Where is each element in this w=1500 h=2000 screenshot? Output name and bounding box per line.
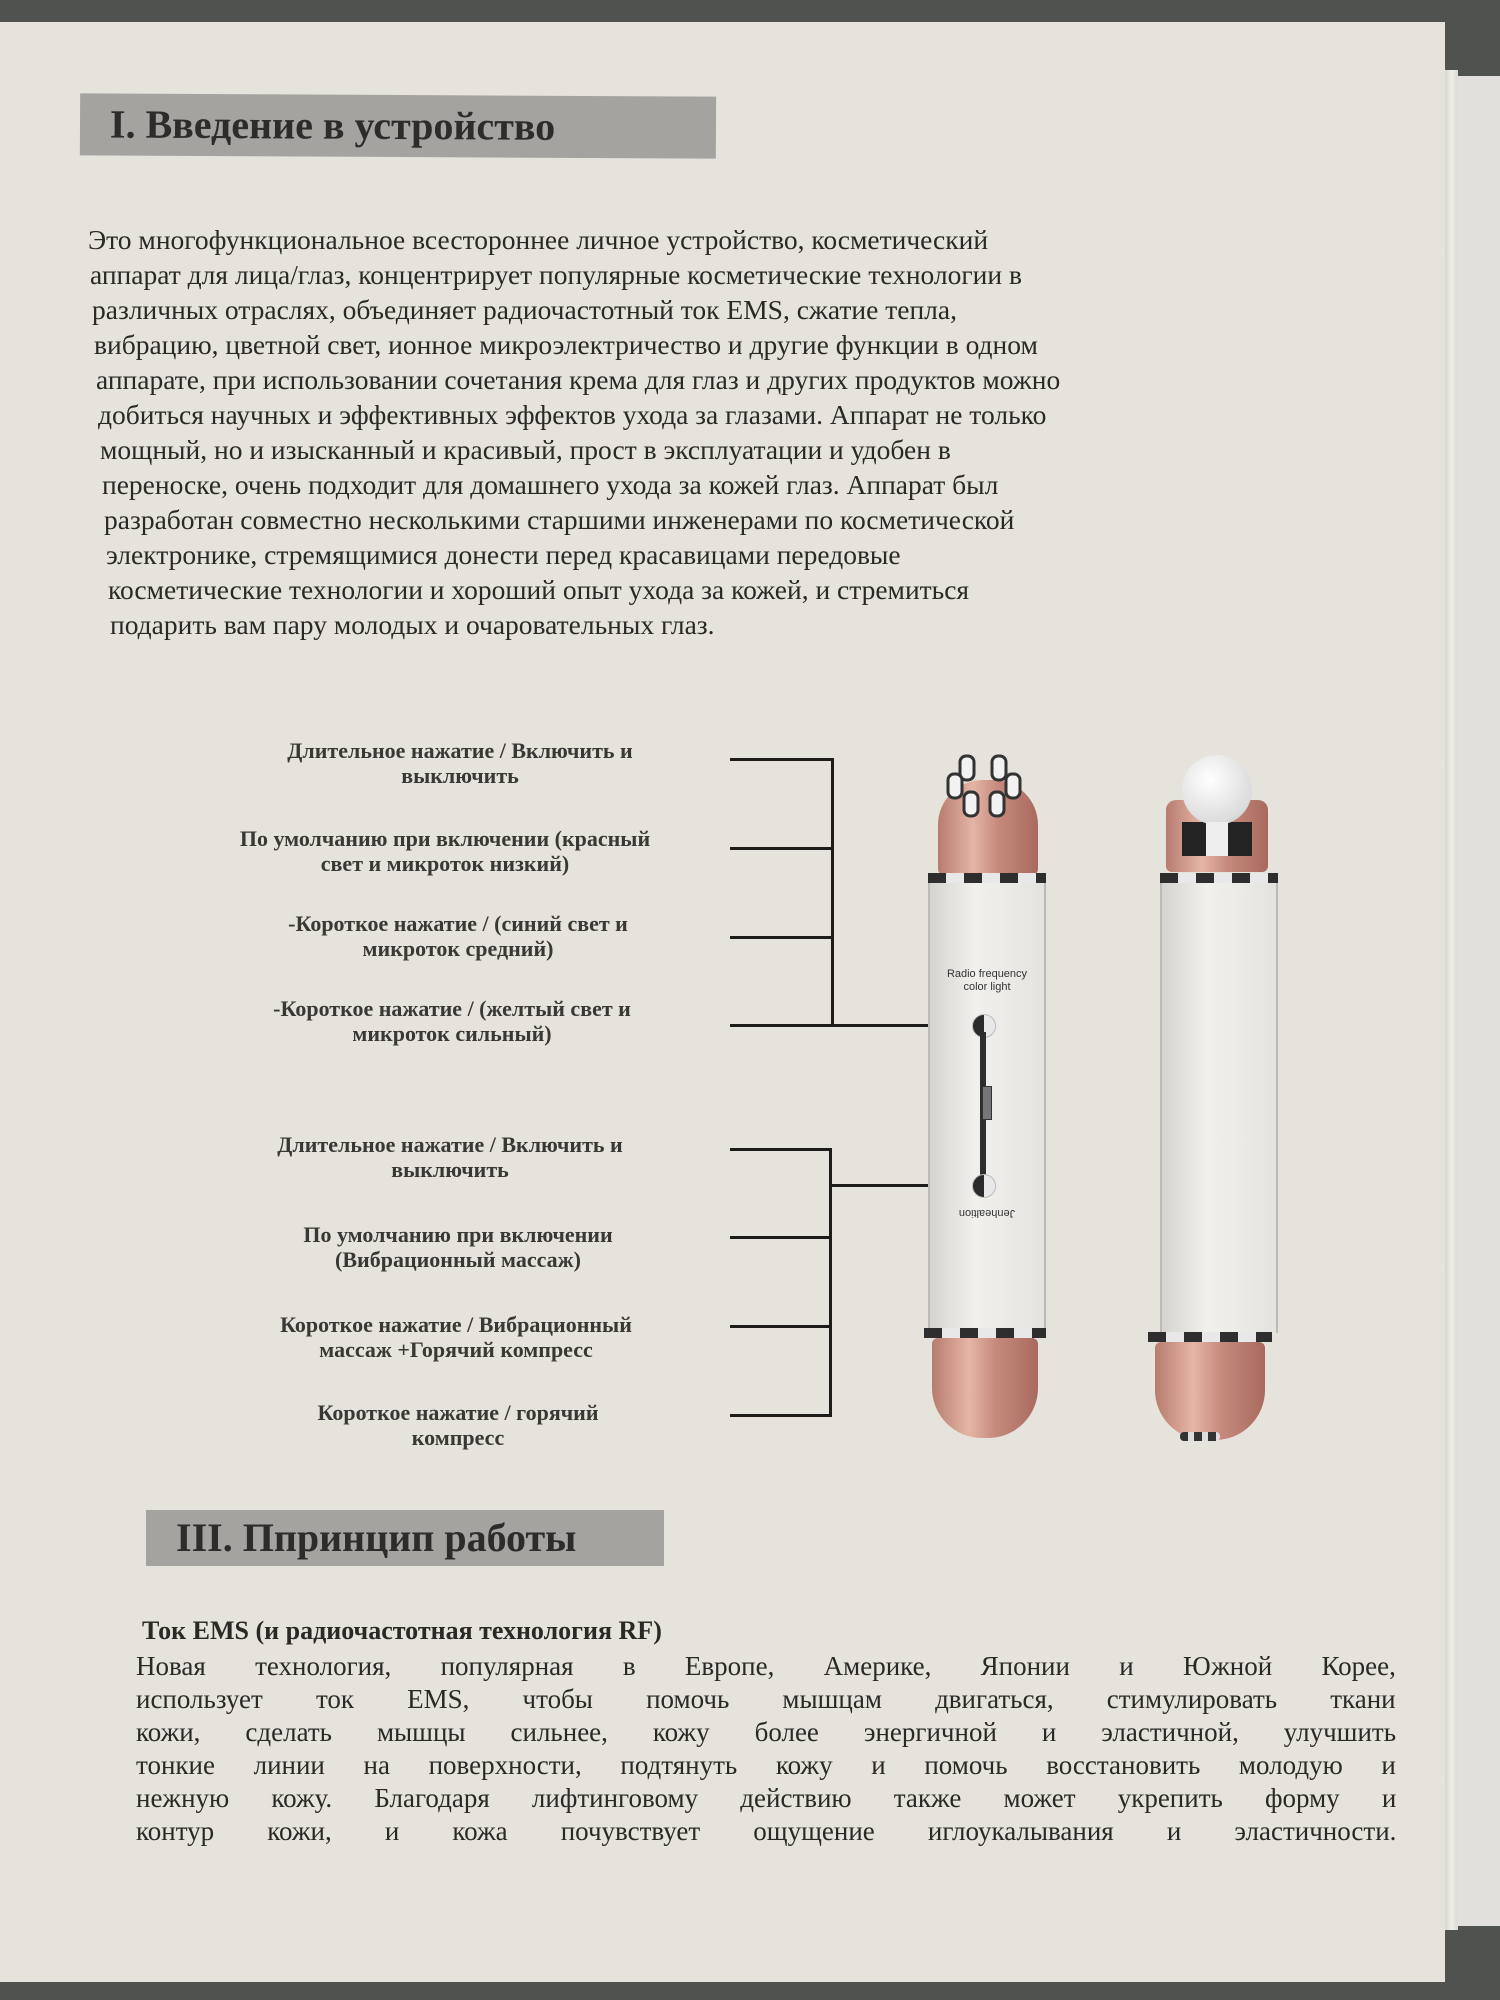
leader-line <box>730 847 834 850</box>
probe-pins-icon <box>942 752 1034 832</box>
brand-label: Jenhealtion <box>958 1207 1016 1219</box>
page-fold <box>1445 70 1458 1930</box>
label-line: -Короткое нажатие / (синий свет и <box>288 911 628 936</box>
label-line: свет и микроток низкий) <box>320 851 570 876</box>
principle-line: тонкие линии на поверхности, подтянуть кожу и помочь восстановить молодую и <box>136 1750 1396 1780</box>
device-label-line: color light <box>963 981 1011 993</box>
charging-port <box>982 1086 992 1120</box>
section-3-title: III. Ппринцип работы <box>146 1510 664 1566</box>
label-bottom-vibration-heat <box>216 1312 696 1362</box>
intro-line: косметические технологии и хороший опыт ухода за кожей, и стремиться <box>108 574 970 605</box>
device-label-line: Radio frequency <box>946 968 1028 980</box>
principle-paragraph <box>136 1650 1396 1848</box>
label-top-yellow <box>212 996 692 1046</box>
label-line: Короткое нажатие / Вибрационный <box>280 1312 632 1337</box>
label-line: выключить <box>401 763 519 788</box>
intro-line: разработан совместно несколькими старшими инженерами по косметической <box>104 504 1015 535</box>
bottom-probes <box>1180 1432 1220 1441</box>
principle-line: Новая технология, популярная в Европе, Америке, Японии и Южной Корее, <box>136 1651 1396 1681</box>
subsection-heading: Ток EMS (и радиочастотная технология RF) <box>142 1616 662 1645</box>
rose-gold-base <box>932 1338 1038 1438</box>
label-line: Длительное нажатие / Включить и <box>287 738 633 763</box>
label-bottom-heat <box>218 1400 698 1450</box>
principle-line: нежную кожу. Благодаря лифтинговому действию также может укрепить форму и <box>136 1783 1397 1813</box>
massage-button[interactable] <box>972 1174 996 1198</box>
intro-line: электронике, стремящимися донести перед красавицами передовые <box>106 539 901 570</box>
label-line: Длительное нажатие / Включить и <box>277 1132 623 1157</box>
intro-paragraph <box>88 222 1408 642</box>
label-top-power <box>220 738 700 788</box>
intro-line: Это многофункциональное всестороннее личное устройство, косметический <box>88 224 989 255</box>
label-line: По умолчанию при включении (красный <box>239 826 651 851</box>
label-line: выключить <box>391 1157 509 1182</box>
intro-line: мощный, но и изысканный и красивый, прост в эксплуатации и удобен в <box>100 434 951 465</box>
label-line: массаж +Горячий компресс <box>319 1337 593 1362</box>
trim-band <box>924 1328 1046 1338</box>
leader-line <box>730 1236 832 1239</box>
intro-line: аппарате, при использовании сочетания крема для глаз и других продуктов можно <box>96 364 1061 395</box>
label-line: -Короткое нажатие / (желтый свет и <box>273 996 631 1021</box>
leader-line <box>730 1325 832 1328</box>
leader-line <box>730 1414 832 1417</box>
leader-line <box>730 1148 832 1151</box>
label-top-blue <box>218 911 698 961</box>
ball-stem <box>1206 822 1228 856</box>
intro-line: вибрацию, цветной свет, ионное микроэлектричество и другие функции в одном <box>94 329 1038 360</box>
label-line: компресс <box>411 1425 505 1450</box>
label-line: микроток сильный) <box>352 1021 552 1046</box>
intro-line: переноске, очень подходит для домашнего ухода за кожей глаз. Аппарат был <box>102 469 999 500</box>
label-line: Короткое нажатие / горячий <box>317 1400 599 1425</box>
next-page-flap <box>1458 76 1500 1926</box>
intro-line: добиться научных и эффективных эффектов ухода за глазами. Аппарат не только <box>98 399 1047 430</box>
label-bottom-default <box>218 1222 698 1272</box>
intro-line: подарить вам пару молодых и очаровательных глаз. <box>110 609 715 640</box>
massage-ball <box>1182 755 1252 825</box>
principle-line: контур кожи, и кожа почувствует ощущение иглоукалывания и эластичности. <box>136 1816 1397 1846</box>
principle-line: кожи, сделать мышцы сильнее, кожу более энергичной и эластичной, улучшить <box>136 1717 1397 1747</box>
label-line: (Вибрационный массаж) <box>335 1247 581 1272</box>
device-body <box>1160 883 1278 1333</box>
label-line: По умолчанию при включении <box>303 1222 613 1247</box>
trim-band <box>1160 873 1278 883</box>
trim-band <box>1148 1332 1272 1342</box>
trim-band <box>928 873 1046 883</box>
label-top-default <box>205 826 685 876</box>
bracket-line <box>831 758 834 1027</box>
leader-line <box>730 936 834 939</box>
section-1-title: I. Введение в устройство <box>80 93 716 158</box>
leader-line <box>730 758 834 761</box>
bracket-line <box>829 1148 832 1417</box>
intro-line: различных отраслях, объединяет радиочастотный ток EMS, сжатие тепла, <box>92 294 957 325</box>
rose-gold-base <box>1155 1342 1265 1440</box>
device-label <box>928 968 1046 994</box>
label-bottom-power <box>210 1132 690 1182</box>
principle-line: использует ток EMS, чтобы помочь мышцам двигаться, стимулировать ткани <box>136 1684 1396 1714</box>
intro-line: аппарат для лица/глаз, концентрирует популярные косметические технологии в <box>90 259 1022 290</box>
label-line: микроток средний) <box>362 936 554 961</box>
